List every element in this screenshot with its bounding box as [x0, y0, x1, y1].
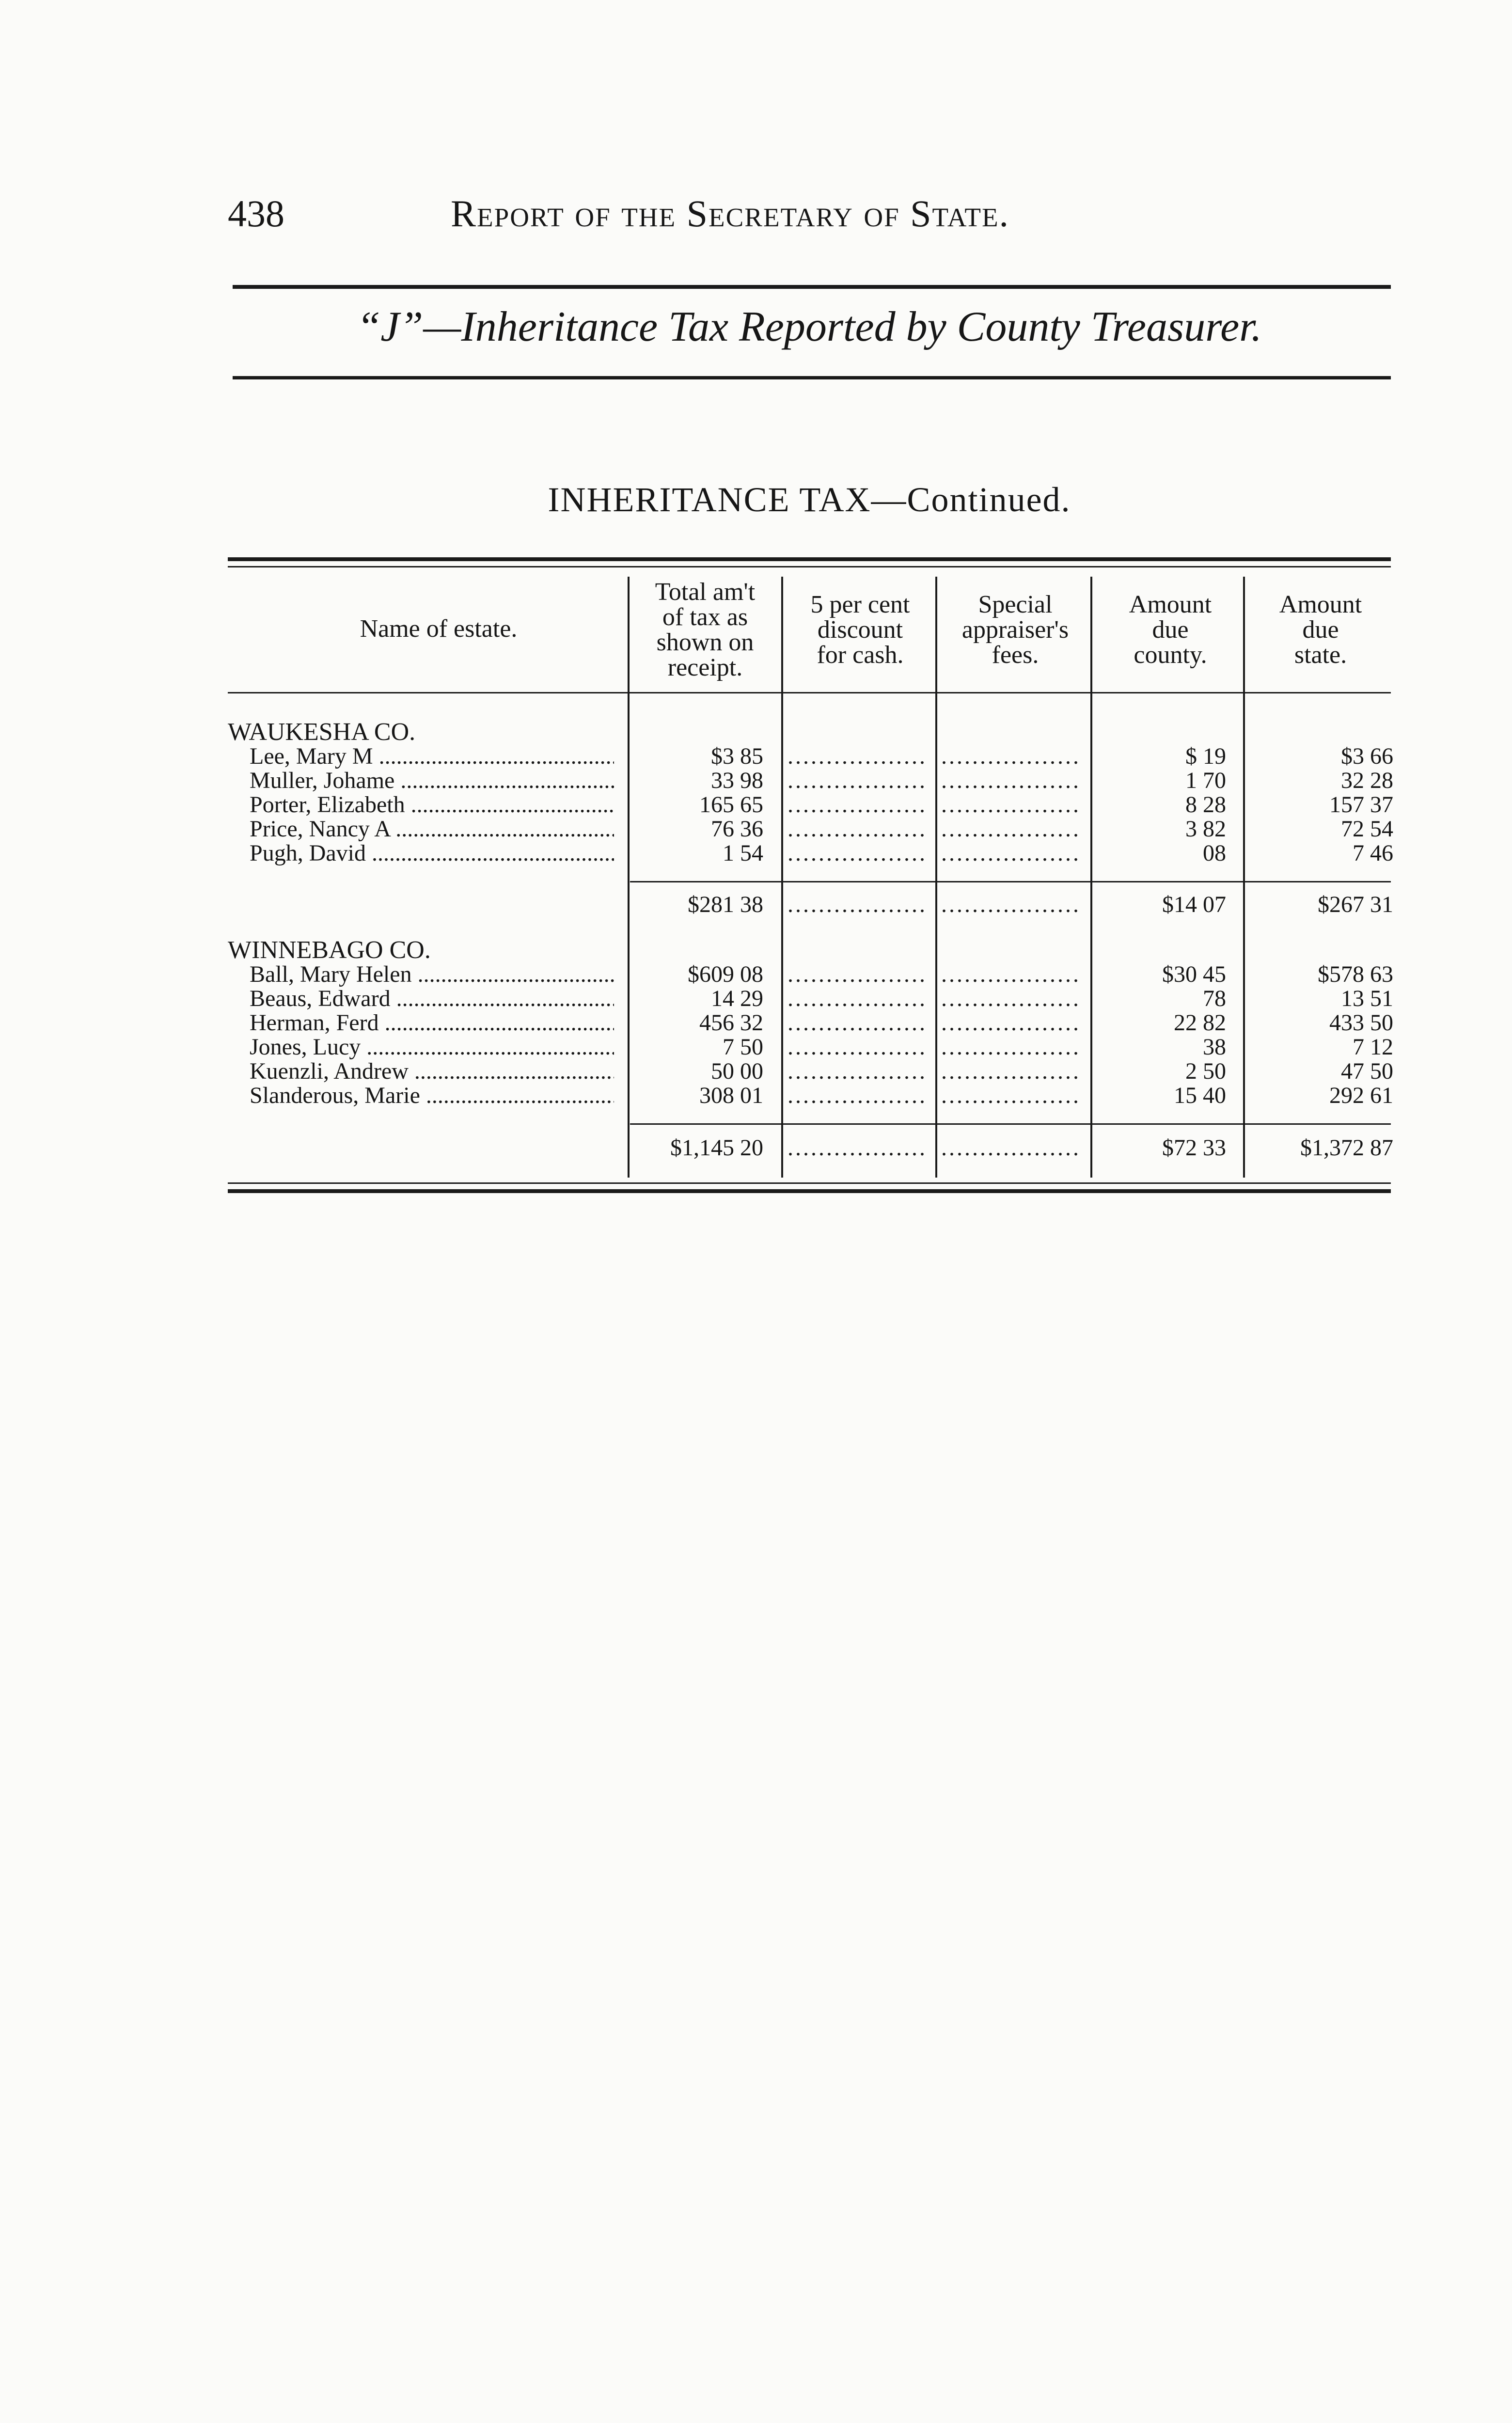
column-divider — [628, 577, 630, 1178]
county-heading: WAUKESHA CO. — [228, 718, 416, 746]
header-line: due — [1302, 616, 1339, 644]
discount-leader — [788, 841, 928, 865]
fees-leader — [941, 793, 1082, 817]
discount-leader — [788, 793, 928, 817]
total-amount: 50 00 — [711, 1058, 763, 1084]
county-due: 1 70 — [1185, 768, 1226, 793]
county-due: 78 — [1203, 986, 1226, 1011]
column-header-name — [252, 616, 625, 642]
header-line: for cash. — [817, 641, 904, 669]
total-amount: 456 32 — [699, 1010, 763, 1036]
table-bottom-rule — [228, 1189, 1391, 1193]
state-due: 32 28 — [1341, 768, 1393, 793]
estate-name: Slanderous, Marie ..... — [250, 1084, 614, 1108]
estate-name: Porter, Elizabeth ..... — [250, 793, 614, 817]
county-due: $ 19 — [1185, 743, 1226, 769]
page-number: 438 — [228, 192, 284, 235]
discount-leader — [788, 1084, 928, 1108]
fees-leader — [941, 1059, 1082, 1084]
header-line: appraiser's — [961, 616, 1069, 644]
state-due: 157 37 — [1329, 792, 1393, 818]
total-rule — [630, 1123, 1391, 1125]
state-due-subtotal: $267 31 — [1318, 892, 1393, 917]
header-bottom-rule — [228, 692, 1391, 693]
state-due: 72 54 — [1341, 816, 1393, 842]
estate-name: Ball, Mary Helen ..... — [250, 962, 614, 987]
fees-leader — [941, 962, 1082, 987]
total-amount: 308 01 — [699, 1083, 763, 1108]
total-amount: 165 65 — [699, 792, 763, 818]
county-due: 3 82 — [1185, 816, 1226, 842]
total-amount: 14 29 — [711, 986, 763, 1011]
top-rule — [233, 285, 1391, 289]
header-line: Special — [978, 591, 1053, 618]
header-line: discount — [817, 616, 903, 644]
county-due-subtotal: $14 07 — [1162, 892, 1226, 917]
column-header-discount — [785, 592, 935, 668]
discount-leader — [788, 962, 928, 987]
header-line: Amount — [1129, 591, 1212, 618]
fees-leader — [941, 893, 1082, 917]
header-line: county. — [1134, 641, 1207, 669]
discount-leader — [788, 817, 928, 841]
fees-leader — [941, 1011, 1082, 1035]
header-line: Amount — [1279, 591, 1362, 618]
discount-leader — [788, 1136, 928, 1160]
fees-leader — [941, 769, 1082, 793]
state-due: 7 12 — [1353, 1034, 1393, 1060]
county-due: 38 — [1203, 1034, 1226, 1060]
county-heading: WINNEBAGO CO. — [228, 936, 431, 964]
state-due: 433 50 — [1329, 1010, 1393, 1036]
county-due: $30 45 — [1162, 961, 1226, 987]
total-amount: $3 85 — [711, 743, 763, 769]
column-divider — [781, 577, 783, 1178]
total-amount: 33 98 — [711, 768, 763, 793]
header-line: Name of estate. — [360, 615, 518, 643]
discount-leader — [788, 893, 928, 917]
discount-leader — [788, 1035, 928, 1059]
column-header-county-due — [1095, 592, 1245, 668]
estate-name: Kuenzli, Andrew ..... — [250, 1059, 614, 1084]
county-due: 08 — [1203, 840, 1226, 866]
total-amount: 76 36 — [711, 816, 763, 842]
estate-name: Jones, Lucy ..... — [250, 1035, 614, 1059]
fees-leader — [941, 744, 1082, 769]
page-subtitle: “J”—Inheritance Tax Reported by County Treasurer. — [357, 303, 1262, 350]
estate-name: Pugh, David ..... — [250, 841, 614, 865]
total-amount: 1 54 — [723, 840, 763, 866]
header-line: state. — [1294, 641, 1347, 669]
fees-leader — [941, 1136, 1082, 1160]
total-amount: 7 50 — [723, 1034, 763, 1060]
county-due-sum: $72 33 — [1162, 1135, 1226, 1161]
state-due: $3 66 — [1341, 743, 1393, 769]
total-amount: $609 08 — [688, 961, 763, 987]
fees-leader — [941, 1084, 1082, 1108]
column-header-total — [630, 580, 780, 680]
discount-leader — [788, 1011, 928, 1035]
subtotal-rule — [630, 881, 1391, 882]
county-due: 22 82 — [1174, 1010, 1226, 1036]
header-line: 5 per cent — [810, 591, 910, 618]
header-line: Total am't — [655, 578, 756, 606]
fees-leader — [941, 1035, 1082, 1059]
table-top-rule — [228, 557, 1391, 561]
header-line: shown on — [656, 629, 754, 656]
estate-name: Muller, Johame ..... — [250, 769, 614, 793]
estate-name: Herman, Ferd ..... — [250, 1011, 614, 1035]
header-line: receipt. — [667, 654, 743, 681]
header-line: due — [1152, 616, 1189, 644]
estate-name: Price, Nancy A ..... — [250, 817, 614, 841]
discount-leader — [788, 987, 928, 1011]
discount-leader — [788, 1059, 928, 1084]
column-divider — [1243, 577, 1245, 1178]
county-due: 2 50 — [1185, 1058, 1226, 1084]
running-title: Report of the Secretary of State. — [451, 192, 1010, 235]
state-due-sum: $1,372 87 — [1300, 1135, 1393, 1161]
section-title: INHERITANCE TAX—Continued. — [548, 480, 1071, 519]
column-divider — [1090, 577, 1092, 1178]
table-bottom-rule-thin — [228, 1182, 1391, 1184]
state-due: $578 63 — [1318, 961, 1393, 987]
fees-leader — [941, 841, 1082, 865]
state-due: 13 51 — [1341, 986, 1393, 1011]
column-header-state-due — [1245, 592, 1396, 668]
header-line: fees. — [992, 641, 1039, 669]
estate-name: Beaus, Edward ..... — [250, 987, 614, 1011]
header-line: of tax as — [662, 603, 748, 631]
state-due: 7 46 — [1353, 840, 1393, 866]
state-due: 47 50 — [1341, 1058, 1393, 1084]
total-amount-subtotal: $281 38 — [688, 892, 763, 917]
discount-leader — [788, 769, 928, 793]
state-due: 292 61 — [1329, 1083, 1393, 1108]
estate-name: Lee, Mary M ..... — [250, 744, 614, 769]
county-due: 15 40 — [1174, 1083, 1226, 1108]
table-top-rule-thin — [228, 566, 1391, 567]
fees-leader — [941, 817, 1082, 841]
subtitle-rule — [233, 376, 1391, 379]
fees-leader — [941, 987, 1082, 1011]
county-due: 8 28 — [1185, 792, 1226, 818]
discount-leader — [788, 744, 928, 769]
column-header-appraiser-fees — [938, 592, 1093, 668]
total-amount-sum: $1,145 20 — [670, 1135, 763, 1161]
column-divider — [935, 577, 937, 1178]
